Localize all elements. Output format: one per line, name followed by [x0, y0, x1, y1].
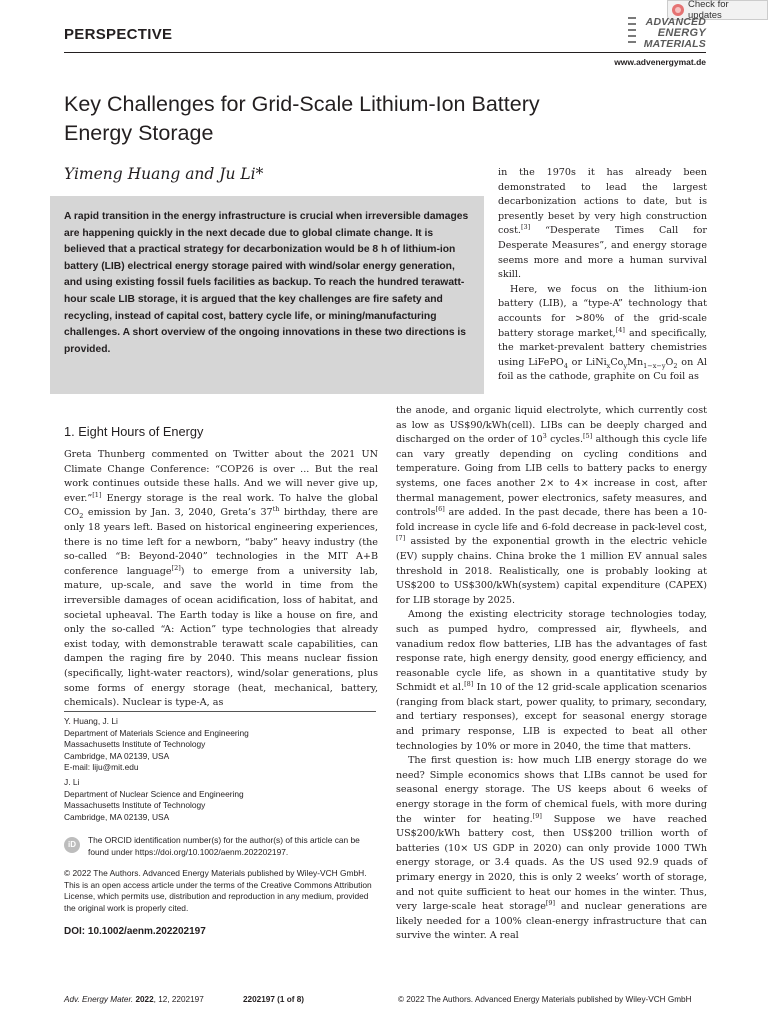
- citation-link[interactable]: [8]: [464, 680, 474, 689]
- body-paragraph: The first question is: how much LIB energy storage do we need? Simple economics shows that LIBs cannot be used for seasonal energy storage. The US keeps about 6 weeks of energy storage in the form of chemical fuels, with more during the winter for heating.[9] Suppose we have reached US$200/kWh battery cost, then US$200 trillion worth of batteries (10× US GDP in 2020) can only provide 1000 TWh energy storage, or 3.4 quads. As the US used 92.9 quads of primary energy in 2020, this is only 2 weeks’ worth of storage, and not quite sufficient to heat our homes in the winter. Thus, very large-scale heat storage[9] and nuclear generations are likely needed for a 100% clean-energy infrastructure that can survive the winter. A real: [396, 755, 707, 942]
- affiliation-line: Y. Huang, J. Li: [64, 716, 118, 726]
- orcid-icon: iD: [64, 837, 80, 853]
- citation-link[interactable]: [7]: [396, 534, 406, 543]
- article-title-line-2: Energy Storage: [64, 121, 214, 145]
- right-column-top: [498, 166, 707, 385]
- journal-logo: [628, 17, 706, 50]
- body-paragraph: Here, we focus on the lithium-ion battery (LIB), a “type-A” technology that accounts for >80% of the grid-scale battery storage market,[4] and specifically, the market-prevalent battery chemistries using LiFePO$_4$ or $LiNi_xCo_yMn_{1-x-y}O_2$ on Al foil as the cathode, graphite on Cu foil as: [498, 283, 707, 383]
- body-paragraph: Among the existing electricity storage technologies today, such as pumped hydro, compressed air, flywheels, and vanadium redox flow batteries, LIB has the advantages of fast response rate, high energy density, good energy efficiency, and reasonable cycle life, as shown in a quantitative study by Schmidt et al.[8] In 10 of the 12 grid-scale application scenarios (ranging from black start, power quality, to primary, secondary, and tertiary responses), except for seasonal energy storage and primary response, LIB is expected to beat all other technologies by 10% or more in 2040, the time that matters.: [396, 609, 707, 752]
- article-title-line-1: Key Challenges for Grid-Scale Lithium-Ion Battery: [64, 92, 540, 116]
- right-column-bottom: [396, 404, 707, 944]
- left-column-body: [64, 448, 378, 711]
- journal-logo-line-2: ENERGY: [657, 27, 706, 39]
- body-paragraph: in the 1970s it has already been demonstrated to lead the largest decarbonization actions to date, but is presently beset by very high construction cost.[3] “Desperate Times Call for Desperate Measures”, and energy storage seems more and more a human survival skill.: [498, 167, 707, 281]
- author-email-link[interactable]: E-mail: liju@mit.edu: [64, 762, 139, 773]
- affiliations: [64, 716, 378, 823]
- logo-bars-icon: [628, 17, 636, 50]
- doi-link[interactable]: DOI: 10.1002/aenm.202202197: [64, 926, 206, 937]
- citation-link[interactable]: [4]: [615, 325, 625, 334]
- citation-link[interactable]: [1]: [92, 490, 102, 499]
- affiliation-line: Department of Nuclear Science and Engineering: [64, 788, 244, 799]
- crossmark-icon: [672, 4, 684, 16]
- body-paragraph: Greta Thunberg commented on Twitter about the 2021 UN Climate Change Conference: “COP26 is over ... But the real work continues outside these halls. And we will never give up, ever.”[1] Energy storage is the real work. To halve the global $CO_2$ emission by Jan. 3, 2040, Greta’s 37th birthday, there are only 18 years left. Based on historical engineering experiences, there is no time left for a newborn, “baby” heavy industry (the so-called “B: Beyond-2040” technologies in the MIT A+B conference language[2]) to emerge from a university lab, mature, up-scale, and save the world in time from the irreversible damages of ocean acidification, loss of habitat, and societal upheaval. The Earth today is like a house on fire, and only the so-called “A: Action” type technologies that already exist today, with demonstrable terawatt scale capabilities, can dampen the raging fire by 2040. This means nuclear fission (specifically, light-water reactors), wind/solar generations, plus some forms of energy storage (heat, mechanical, battery, chemicals). Nuclear is type-A, as: [64, 449, 378, 709]
- citation-link[interactable]: [2]: [171, 563, 181, 572]
- license-text: © 2022 The Authors. Advanced Energy Materials published by Wiley-VCH GmbH. This is an open access article under the terms of the Creative Commons Attribution License, which permits use, distribution and reproduction in any medium, provided the original work is properly cited.: [64, 868, 372, 913]
- abstract-text: A rapid transition in the energy infrastructure is crucial when irreversible damages are happening quickly in the next decade due to global climate change. It is believed that a practical strategy for decarbonization would be 8 h of lithium-ion battery (LIB) electrical energy storage paired with wind/solar energy generation, and using existing fossil fuels facilities as backup. To reach the hundred terawatt-hour scale LIB storage, it is argued that the key challenges are fire safety and recycling, instead of capital cost, battery cycle life, or mining/manufacturing challenges. A short overview of the ongoing innovations in these two directions is provided.: [64, 211, 469, 355]
- affiliation-line: Cambridge, MA 02139, USA: [64, 750, 170, 761]
- affiliation-line: Massachusetts Institute of Technology: [64, 739, 206, 750]
- orcid-notice: [64, 835, 378, 858]
- citation-link[interactable]: [3]: [520, 223, 531, 232]
- orcid-text[interactable]: The ORCID identification number(s) for the author(s) of this article can be found under https://doi.org/10.1002/aenm.202202197.: [88, 835, 360, 857]
- article-authors: Yimeng Huang and Ju Li*: [64, 165, 264, 183]
- citation-link[interactable]: [9]: [532, 811, 542, 820]
- check-for-updates-label: Check for updates: [688, 0, 729, 21]
- footer-copyright: © 2022 The Authors. Advanced Energy Materials published by Wiley-VCH GmbH: [398, 995, 692, 1004]
- footer-page-number: 2202197 (1 of 8): [243, 995, 304, 1004]
- citation-link[interactable]: [5]: [583, 432, 593, 440]
- affiliation-line: Department of Materials Science and Engineering: [64, 727, 249, 738]
- footer-citation: Adv. Energy Mater. 2022, 12, 2202197: [64, 995, 204, 1004]
- article-title: [64, 90, 624, 148]
- citation-link[interactable]: [6]: [435, 504, 445, 513]
- section-label: PERSPECTIVE: [64, 26, 173, 43]
- journal-logo-line-3: MATERIALS: [643, 38, 706, 50]
- affiliation-line: J. Li: [64, 776, 80, 787]
- affiliation-line: Massachusetts Institute of Technology: [64, 800, 206, 811]
- header-rule: [64, 52, 706, 53]
- section-heading: 1. Eight Hours of Energy: [64, 424, 204, 439]
- affiliation-divider: [64, 711, 376, 712]
- affiliation-line: Cambridge, MA 02139, USA: [64, 811, 170, 822]
- body-paragraph: the anode, and organic liquid electrolyte, which currently cost as low as US$90/kWh(cell). LIBs can be deeply charged and discharged on the order of $10^3$ cycles.[5] although this cycle life can vary greatly depending on cycling conditions and temperature. Going from LIB cells to battery packs to energy systems, one faces another 2× to 4× increase in cost, after thermal management, power electronics, safety measures, and controls[6] are added. In the past decade, there has been a 10-fold increase in cycle life and 6-fold decrease in pack-level cost,[7] assisted by the exponential growth in the electric vehicle (EV) supply chains. China broke the 1 million EV annual sales threshold in 2018. Realistically, one is probably looking at US$200 to US$300/kWh(system) capital expenditure (CAPEX) for LIB storage by 2025.: [396, 405, 708, 606]
- citation-link[interactable]: [9]: [545, 899, 556, 907]
- journal-url-link[interactable]: www.advenergymat.de: [614, 57, 706, 67]
- journal-logo-line-1: ADVANCED: [645, 16, 706, 28]
